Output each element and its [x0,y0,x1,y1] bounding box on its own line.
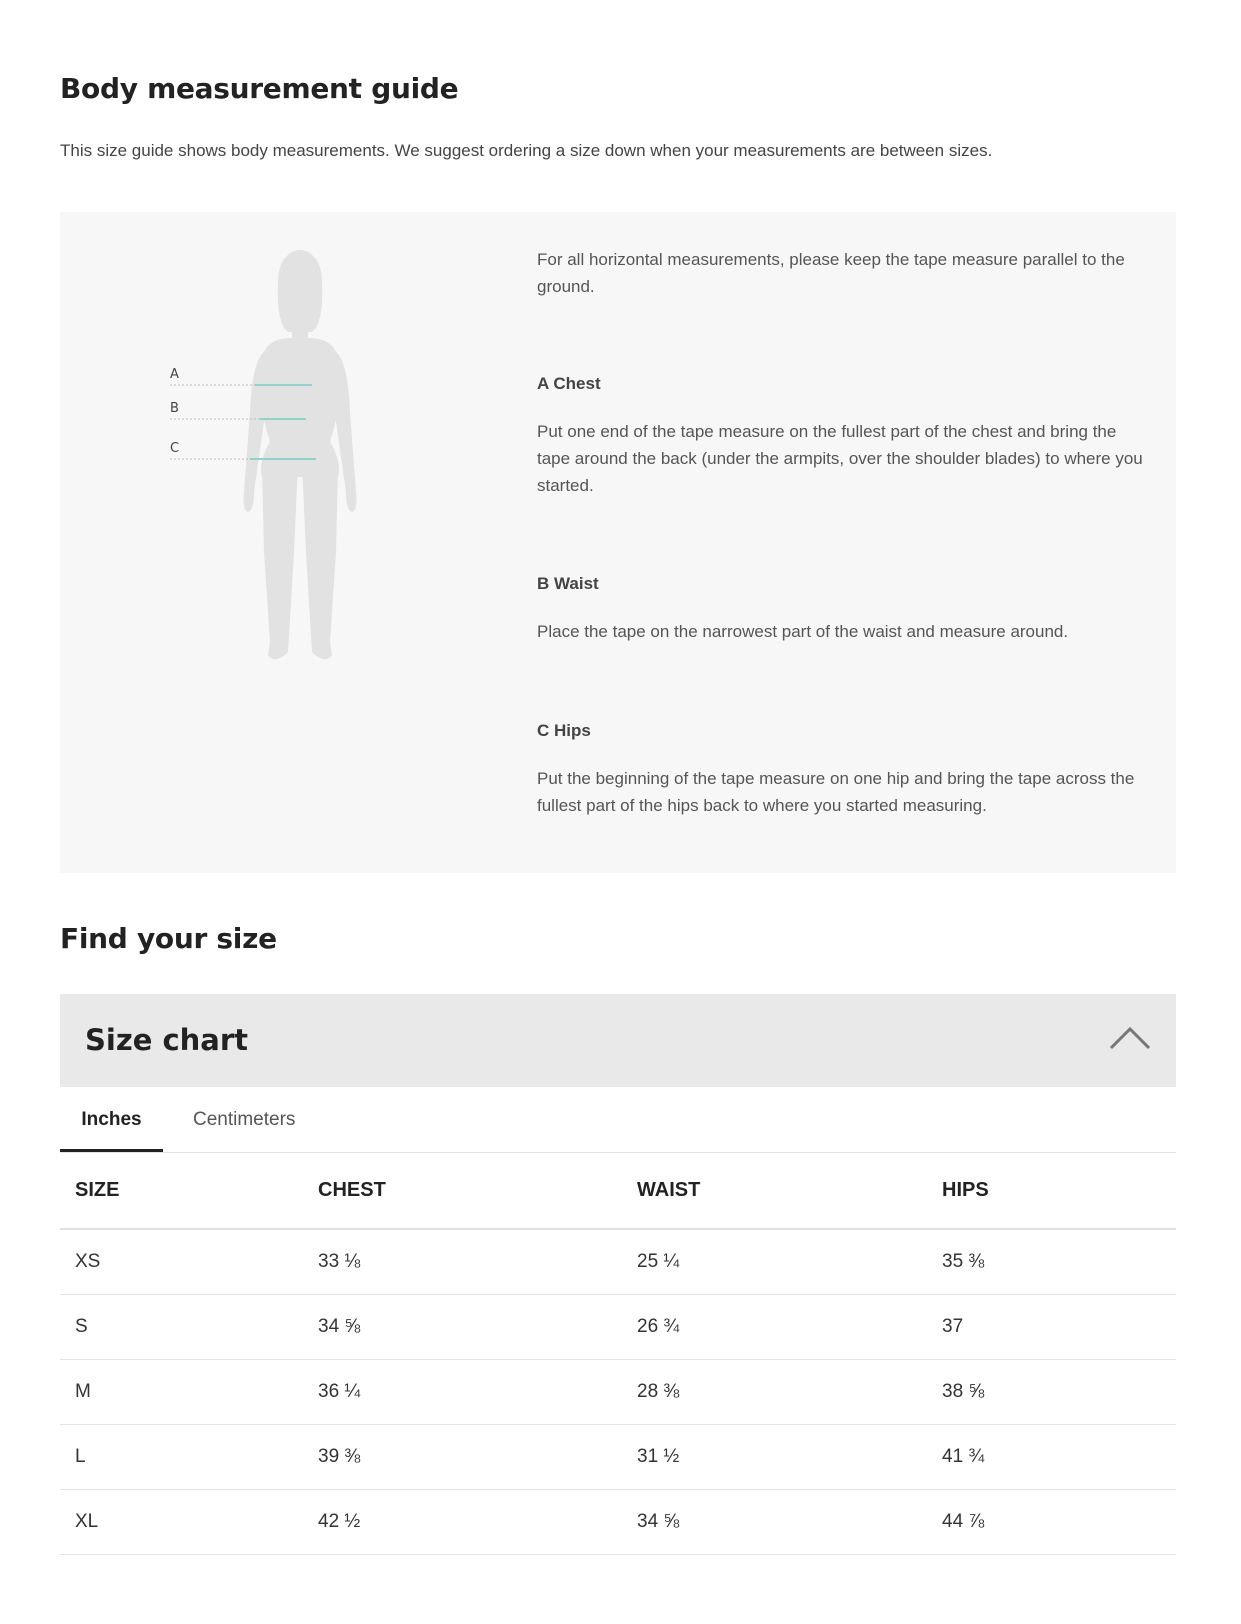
waist-heading: B Waist [537,574,599,593]
figure-label-a: A [170,367,179,382]
chest-heading: A Chest [537,374,601,393]
find-size-heading: Find your size [60,922,277,955]
waist-cell: 34 ⅝ [622,1490,927,1555]
column-header-hips: HIPS [927,1152,1176,1229]
figure-label-b: B [170,401,179,416]
tab-centimeters[interactable]: Centimeters [193,1109,296,1130]
size-cell: M [60,1360,303,1425]
size-cell: L [60,1425,303,1490]
hips-heading: C Hips [537,721,591,740]
chest-cell: 34 ⅝ [303,1295,622,1360]
waist-cell: 28 ⅜ [622,1360,927,1425]
size-table [60,1152,1176,1555]
hips-cell: 35 ⅜ [927,1229,1176,1295]
waist-cell: 25 ¼ [622,1229,927,1295]
hips-description: Put the beginning of the tape measure on one hip and bring the tape across the fullest part of the hips back to where you started measuring. [537,769,1135,815]
table-row [60,1295,1176,1360]
guide-intro: For all horizontal measurements, please keep the tape measure parallel to the ground. [537,250,1125,296]
table-row [60,1425,1176,1490]
column-header-waist: WAIST [622,1152,927,1229]
size-chart-accordion[interactable] [60,994,1176,1087]
hips-cell: 41 ¾ [927,1425,1176,1490]
chest-description: Put one end of the tape measure on the fullest part of the chest and bring the tape around the back (under the armpits, over the shoulder blades) to where you started. [537,422,1143,495]
tab-inches[interactable]: Inches [60,1088,163,1152]
waist-description: Place the tape on the narrowest part of the waist and measure around. [537,622,1069,641]
chest-cell: 42 ½ [303,1490,622,1555]
waist-cell: 26 ¾ [622,1295,927,1360]
page-subtitle: This size guide shows body measurements. We suggest ordering a size down when your measurements are between sizes. [60,141,993,160]
table-row [60,1490,1176,1555]
column-header-chest: CHEST [303,1152,622,1229]
table-row [60,1229,1176,1295]
chest-cell: 33 ⅛ [303,1229,622,1295]
size-cell: XL [60,1490,303,1555]
hips-cell: 38 ⅝ [927,1360,1176,1425]
unit-tabs [60,1088,1176,1153]
size-cell: XS [60,1229,303,1295]
hips-cell: 44 ⅞ [927,1490,1176,1555]
hips-cell: 37 [927,1295,1176,1360]
size-cell: S [60,1295,303,1360]
chevron-up-icon[interactable] [1108,1022,1152,1052]
measurement-guide-panel [60,212,1176,873]
body-silhouette-figure [160,242,420,662]
waist-cell: 31 ½ [622,1425,927,1490]
size-chart-title: Size chart [85,1023,249,1057]
table-header-row [60,1152,1176,1229]
column-header-size: SIZE [60,1152,303,1229]
chest-cell: 39 ⅜ [303,1425,622,1490]
figure-label-c: C [170,441,180,456]
chest-cell: 36 ¼ [303,1360,622,1425]
page-title: Body measurement guide [60,72,459,105]
table-row [60,1360,1176,1425]
